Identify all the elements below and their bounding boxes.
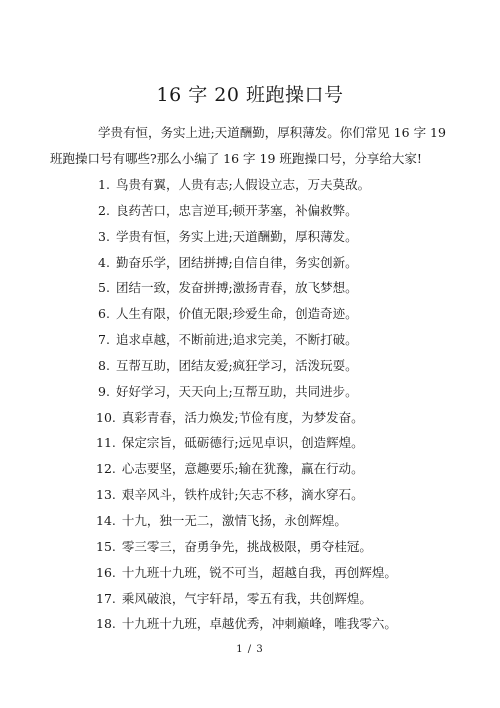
item-text: 团结一致，发奋拼搏;激扬青春，放飞梦想。 bbox=[115, 280, 358, 296]
list-item bbox=[98, 198, 478, 224]
list-item bbox=[98, 353, 478, 379]
item-text: 十九，独一无二，激情飞扬，永创辉煌。 bbox=[121, 512, 347, 528]
item-number: 5. bbox=[98, 280, 110, 296]
list-item bbox=[98, 379, 478, 405]
list-item bbox=[98, 586, 478, 612]
list-item bbox=[98, 456, 478, 482]
item-text: 零三零三，奋勇争先，挑战极限，勇夺桂冠。 bbox=[121, 538, 372, 554]
item-text: 追求卓越，不断前进;追求完美，不断打破。 bbox=[115, 332, 358, 348]
item-text: 心志要坚，意趣要乐;输在犹豫，赢在行动。 bbox=[121, 461, 364, 477]
item-text: 真彩青春，活力焕发;节俭有度，为梦发奋。 bbox=[121, 409, 364, 425]
list-item bbox=[98, 327, 478, 353]
item-text: 学贵有恒，务实上进;天道酬勤，厚积薄发。 bbox=[115, 228, 358, 244]
item-number: 15. bbox=[96, 538, 116, 554]
item-text: 艰辛风斗，铁杵成针;矢志不移，滴水穿石。 bbox=[121, 487, 364, 503]
page-indicator: 1 / 3 bbox=[236, 644, 264, 655]
item-text: 互帮互助，团结友爱;疯狂学习，活泼玩耍。 bbox=[115, 357, 358, 373]
list-item bbox=[98, 250, 478, 276]
list-item bbox=[98, 508, 478, 534]
document-title: 16 字 20 班跑操口号 bbox=[156, 84, 344, 106]
list-item bbox=[98, 430, 478, 456]
item-number: 10. bbox=[96, 409, 116, 425]
list-item bbox=[98, 275, 478, 301]
list-item bbox=[98, 482, 478, 508]
item-number: 1. bbox=[98, 177, 110, 192]
slogan-list bbox=[98, 172, 478, 637]
list-item bbox=[98, 405, 478, 431]
item-text: 勤奋乐学，团结拼搏;自信自律，务实创新。 bbox=[115, 254, 358, 270]
item-number: 7. bbox=[98, 332, 110, 348]
intro-line: 学贵有恒，务实上进;天道酬勤，厚积薄发。你们常见 16 字 19 bbox=[98, 125, 446, 140]
item-text: 鸟贵有翼，人贵有志;人假设立志，万夫莫敌。 bbox=[115, 177, 371, 192]
list-item bbox=[98, 534, 478, 560]
item-text: 十九班十九班，锐不可当，超越自我，再创辉煌。 bbox=[121, 564, 397, 580]
item-number: 17. bbox=[96, 590, 116, 606]
item-number: 14. bbox=[96, 512, 116, 528]
item-number: 2. bbox=[98, 202, 110, 218]
item-text: 良药苦口，忠言逆耳;顿开茅塞，补偏救弊。 bbox=[115, 202, 358, 218]
list-item bbox=[98, 224, 478, 250]
item-text: 保定宗旨，砥砺德行;远见卓识，创造辉煌。 bbox=[121, 435, 364, 451]
item-number: 16. bbox=[96, 564, 116, 580]
item-number: 8. bbox=[98, 357, 110, 373]
item-number: 13. bbox=[96, 487, 116, 503]
list-item bbox=[98, 172, 478, 198]
item-number: 12. bbox=[96, 461, 116, 477]
item-text: 乘风破浪，气宇轩昂，零五有我，共创辉煌。 bbox=[121, 590, 372, 606]
intro-line: 班跑操口号有哪些?那么小编了 16 字 19 班跑操口号，分享给大家! bbox=[50, 151, 422, 166]
item-number: 3. bbox=[98, 228, 110, 244]
list-item bbox=[98, 560, 478, 586]
item-text: 人生有限，价值无限;珍爱生命，创造奇迹。 bbox=[115, 306, 358, 322]
list-item bbox=[98, 301, 478, 327]
item-number: 4. bbox=[98, 254, 110, 270]
item-number: 18. bbox=[96, 616, 116, 632]
item-text: 十九班十九班，卓越优秀，冲刺巅峰，唯我零六。 bbox=[121, 616, 397, 632]
list-item bbox=[98, 611, 478, 637]
item-text: 好好学习，天天向上;互帮互助，共同进步。 bbox=[115, 383, 358, 399]
item-number: 6. bbox=[98, 306, 110, 322]
item-number: 11. bbox=[96, 435, 116, 451]
intro-paragraph bbox=[50, 120, 470, 172]
item-number: 9. bbox=[98, 383, 110, 399]
